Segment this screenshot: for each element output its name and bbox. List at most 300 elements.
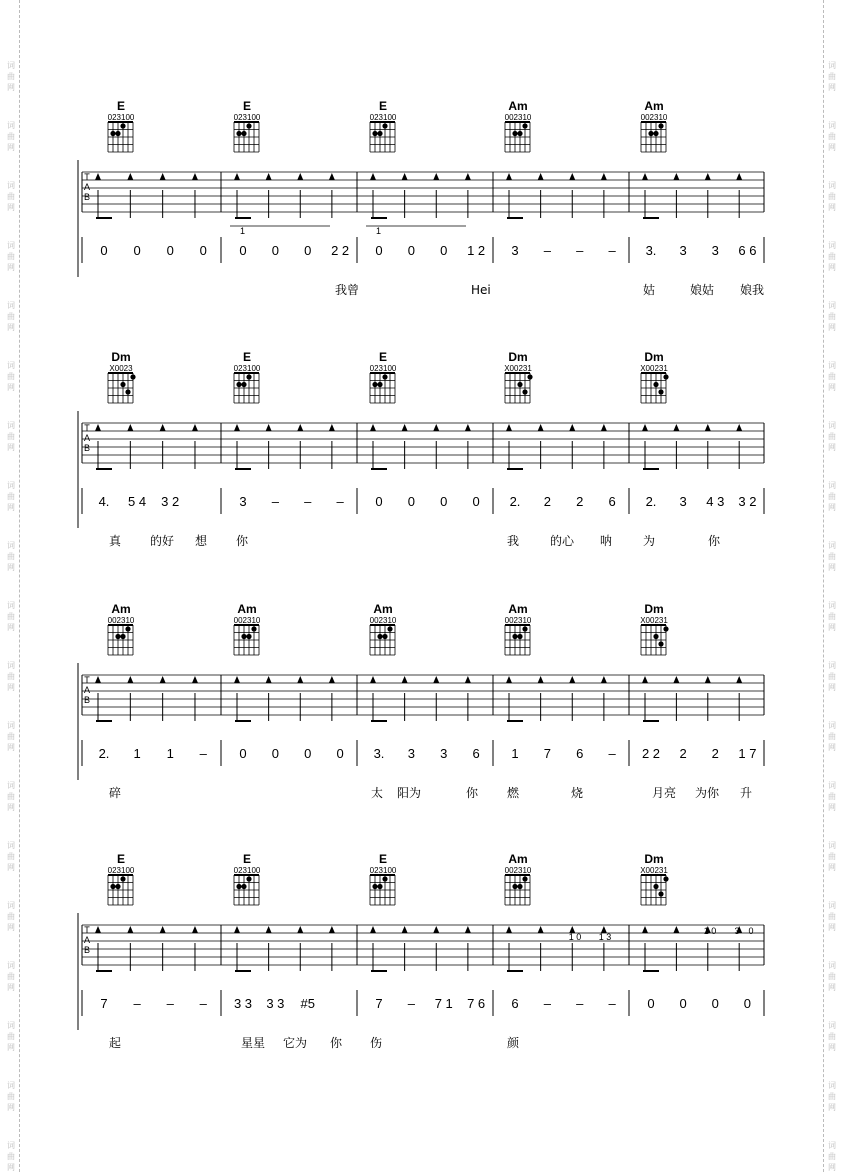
strum-arrow bbox=[433, 676, 439, 683]
staff-system bbox=[78, 852, 764, 1050]
watermark-text: 词 曲 网 bbox=[7, 301, 15, 332]
jianpu-note: 3 2 bbox=[738, 494, 757, 509]
chord-dot bbox=[236, 884, 241, 889]
lyric-text: 的好 bbox=[150, 534, 175, 548]
watermark-text: 词 曲 网 bbox=[828, 841, 836, 872]
chord-diagram bbox=[370, 99, 397, 152]
watermark-text: 词 曲 网 bbox=[7, 421, 15, 452]
watermark-text: 词 曲 网 bbox=[828, 1021, 836, 1052]
chord-name: E bbox=[242, 350, 252, 364]
jianpu-note: – bbox=[608, 996, 616, 1011]
chord-diagram bbox=[505, 852, 532, 905]
chord-dot bbox=[382, 876, 387, 881]
strum-arrow bbox=[465, 173, 471, 180]
tab-fret-number: 1 0 bbox=[568, 932, 582, 942]
strum-arrow bbox=[370, 676, 376, 683]
lyric-text: 你 bbox=[708, 534, 721, 548]
watermark-text: 词 曲 网 bbox=[828, 541, 836, 572]
chord-dot bbox=[241, 634, 246, 639]
chord-dot bbox=[236, 131, 241, 136]
strum-arrow bbox=[506, 926, 512, 933]
tab-clef-letter: A bbox=[83, 182, 91, 192]
chord-fingering: 002310 bbox=[369, 616, 397, 625]
jianpu-note: 3 bbox=[711, 243, 719, 258]
chord-dot bbox=[246, 634, 251, 639]
chord-dot bbox=[372, 382, 377, 387]
lyric-text: 伤 bbox=[370, 1036, 383, 1050]
chord-diagram bbox=[505, 602, 532, 655]
strum-arrow bbox=[642, 173, 648, 180]
strum-arrow bbox=[160, 173, 166, 180]
chord-dot bbox=[522, 389, 527, 394]
tab-clef-letter: A bbox=[83, 685, 91, 695]
jianpu-note: 2 bbox=[576, 494, 584, 509]
jianpu-note: #5 bbox=[300, 996, 315, 1011]
lyric-text: Hei bbox=[471, 283, 491, 297]
chord-dot bbox=[653, 884, 658, 889]
chord-dot bbox=[517, 382, 522, 387]
jianpu-note: 2 bbox=[679, 746, 687, 761]
lyric-text: 星星 bbox=[241, 1036, 266, 1050]
strum-arrow bbox=[402, 424, 408, 431]
jianpu-note: 3 bbox=[407, 746, 415, 761]
jianpu-note: 0 bbox=[440, 494, 448, 509]
lyric-text: 我 bbox=[507, 534, 520, 548]
lyric-text: 月亮 bbox=[652, 786, 677, 800]
strum-arrow bbox=[433, 926, 439, 933]
chord-dot bbox=[377, 131, 382, 136]
chord-fingering: X00231 bbox=[504, 364, 532, 373]
watermark-text: 词 曲 网 bbox=[828, 361, 836, 392]
chord-dot bbox=[517, 634, 522, 639]
jianpu-note: 2 bbox=[543, 494, 551, 509]
strum-arrow bbox=[538, 173, 544, 180]
jianpu-note: 0 bbox=[304, 746, 312, 761]
volta-number: 1 bbox=[240, 226, 246, 236]
chord-fingering: 002310 bbox=[504, 113, 532, 122]
watermark-text: 词 曲 网 bbox=[7, 181, 15, 212]
strum-arrow bbox=[569, 424, 575, 431]
jianpu-note: 2 bbox=[711, 746, 719, 761]
strum-arrow bbox=[705, 676, 711, 683]
watermark-text: 词 曲 网 bbox=[7, 961, 15, 992]
chord-dot bbox=[246, 123, 251, 128]
strum-arrow bbox=[736, 424, 742, 431]
chord-dot bbox=[527, 374, 532, 379]
jianpu-note: – bbox=[608, 746, 616, 761]
chord-dot bbox=[125, 626, 130, 631]
watermark-text: 词 曲 网 bbox=[7, 721, 15, 752]
strum-arrow bbox=[234, 424, 240, 431]
watermark-text: 词 曲 网 bbox=[828, 961, 836, 992]
chord-dot bbox=[382, 374, 387, 379]
strum-arrow bbox=[95, 173, 101, 180]
chord-name: Am bbox=[508, 602, 528, 616]
lyric-text: 真 bbox=[109, 534, 122, 548]
strum-arrow bbox=[736, 173, 742, 180]
tab-clef-letter: B bbox=[83, 192, 91, 202]
chord-dot bbox=[387, 626, 392, 631]
chord-dot bbox=[251, 626, 256, 631]
chord-name: Dm bbox=[644, 602, 664, 616]
strum-arrow bbox=[673, 173, 679, 180]
lyric-text: 姑 bbox=[643, 283, 656, 297]
chord-dot bbox=[241, 131, 246, 136]
watermark-text: 词 曲 网 bbox=[7, 241, 15, 272]
tab-clef-letter: A bbox=[83, 433, 91, 443]
watermark-text: 词 曲 网 bbox=[7, 781, 15, 812]
chord-fingering: 002310 bbox=[233, 616, 261, 625]
lyric-text: 的心 bbox=[550, 534, 575, 548]
chord-name: Am bbox=[644, 99, 664, 113]
jianpu-note: 3 bbox=[679, 494, 687, 509]
strum-arrow bbox=[329, 424, 335, 431]
chord-name: E bbox=[242, 99, 252, 113]
chord-diagram bbox=[505, 99, 532, 152]
chord-fingering: 002310 bbox=[504, 866, 532, 875]
strum-arrow bbox=[705, 173, 711, 180]
chord-fingering: X00231 bbox=[640, 364, 668, 373]
strum-arrow bbox=[329, 926, 335, 933]
strum-arrow bbox=[601, 676, 607, 683]
jianpu-note: 7 bbox=[100, 996, 108, 1011]
jianpu-note: 2. bbox=[98, 746, 110, 761]
chord-name: Dm bbox=[644, 350, 664, 364]
strum-arrow bbox=[266, 676, 272, 683]
jianpu-note: 0 bbox=[375, 494, 383, 509]
strum-arrow bbox=[370, 424, 376, 431]
chord-diagram bbox=[641, 99, 668, 152]
chord-diagram bbox=[504, 350, 532, 403]
jianpu-note: 3 bbox=[239, 494, 247, 509]
chord-dot bbox=[512, 884, 517, 889]
strum-arrow bbox=[370, 173, 376, 180]
watermark-text: 词 曲 网 bbox=[828, 241, 836, 272]
jianpu-note: – bbox=[199, 746, 207, 761]
strum-arrow bbox=[160, 424, 166, 431]
chord-dot bbox=[517, 131, 522, 136]
jianpu-note: 5 4 bbox=[128, 494, 147, 509]
strum-arrow bbox=[192, 173, 198, 180]
lyric-text: 你 bbox=[330, 1036, 343, 1050]
chord-fingering: 023100 bbox=[107, 113, 135, 122]
jianpu-note: 0 bbox=[679, 996, 687, 1011]
jianpu-note: 4. bbox=[98, 494, 110, 509]
chord-dot bbox=[653, 131, 658, 136]
chord-fingering: 023100 bbox=[369, 113, 397, 122]
watermark-text: 词 曲 网 bbox=[7, 661, 15, 692]
lyric-text: 想 bbox=[195, 534, 208, 548]
jianpu-note: 6 bbox=[576, 746, 584, 761]
chord-dot bbox=[658, 641, 663, 646]
strum-arrow bbox=[297, 424, 303, 431]
jianpu-note: – bbox=[133, 996, 141, 1011]
watermark-text: 词 曲 网 bbox=[7, 121, 15, 152]
jianpu-note: – bbox=[608, 243, 616, 258]
strum-arrow bbox=[465, 424, 471, 431]
jianpu-note: 0 bbox=[407, 243, 415, 258]
tab-clef-letter: T bbox=[84, 423, 90, 433]
chord-name: E bbox=[116, 852, 126, 866]
chord-fingering: 023100 bbox=[233, 113, 261, 122]
chord-dot bbox=[236, 382, 241, 387]
chord-fingering: 002310 bbox=[640, 113, 668, 122]
tab-clef-letter: T bbox=[84, 172, 90, 182]
jianpu-note: 7 bbox=[543, 746, 551, 761]
watermark-text: 词 曲 网 bbox=[828, 61, 836, 92]
watermark-text: 词 曲 网 bbox=[828, 181, 836, 212]
staff-system bbox=[78, 350, 764, 548]
chord-dot bbox=[653, 634, 658, 639]
jianpu-note: 0 bbox=[407, 494, 415, 509]
jianpu-note: 0 bbox=[472, 494, 480, 509]
chord-dot bbox=[246, 876, 251, 881]
jianpu-note: 0 bbox=[166, 243, 174, 258]
lyric-text: 太 bbox=[371, 786, 384, 800]
chord-diagram bbox=[370, 602, 397, 655]
chord-dot bbox=[522, 123, 527, 128]
strum-arrow bbox=[465, 926, 471, 933]
chord-dot bbox=[653, 382, 658, 387]
lyric-text: 颜 bbox=[507, 1036, 520, 1050]
strum-arrow bbox=[192, 926, 198, 933]
strum-arrow bbox=[192, 424, 198, 431]
strum-arrow bbox=[569, 676, 575, 683]
chord-diagram bbox=[640, 602, 668, 655]
chord-fingering: 002310 bbox=[107, 616, 135, 625]
strum-arrow bbox=[127, 676, 133, 683]
chord-dot bbox=[377, 884, 382, 889]
strum-arrow bbox=[673, 424, 679, 431]
strum-arrow bbox=[266, 926, 272, 933]
jianpu-note: 4 3 bbox=[706, 494, 725, 509]
strum-arrow bbox=[433, 173, 439, 180]
lyric-text: 你 bbox=[236, 534, 249, 548]
strum-arrow bbox=[569, 173, 575, 180]
strum-arrow bbox=[402, 676, 408, 683]
chord-dot bbox=[372, 131, 377, 136]
lyric-text: 我曾 bbox=[335, 283, 360, 297]
jianpu-note: 0 bbox=[239, 746, 247, 761]
chord-name: Am bbox=[508, 852, 528, 866]
chord-dot bbox=[522, 876, 527, 881]
chord-name: E bbox=[378, 852, 388, 866]
volta-number: 1 bbox=[376, 226, 382, 236]
strum-arrow bbox=[234, 173, 240, 180]
jianpu-note: 0 bbox=[271, 243, 279, 258]
strum-arrow bbox=[95, 424, 101, 431]
strum-arrow bbox=[673, 926, 679, 933]
jianpu-note: – bbox=[576, 243, 584, 258]
lyric-text: 为 bbox=[643, 534, 656, 548]
chord-dot bbox=[663, 876, 668, 881]
strum-arrow bbox=[506, 676, 512, 683]
tab-clef-letter: B bbox=[83, 945, 91, 955]
tab-fret-number: 0 bbox=[748, 926, 754, 936]
strum-arrow bbox=[370, 926, 376, 933]
chord-fingering: 002310 bbox=[504, 616, 532, 625]
strum-arrow bbox=[329, 173, 335, 180]
lyric-text: 娘我 bbox=[740, 283, 765, 297]
jianpu-note: – bbox=[543, 996, 551, 1011]
strum-arrow bbox=[402, 926, 408, 933]
jianpu-note: 3 2 bbox=[161, 494, 180, 509]
staff-system bbox=[78, 99, 764, 297]
chord-fingering: 023100 bbox=[369, 364, 397, 373]
lyric-text: 娘姑 bbox=[690, 283, 715, 297]
strum-arrow bbox=[266, 424, 272, 431]
chord-dot bbox=[512, 634, 517, 639]
chord-diagram bbox=[234, 99, 261, 152]
strum-arrow bbox=[402, 173, 408, 180]
jianpu-note: 0 bbox=[133, 243, 141, 258]
strum-arrow bbox=[705, 424, 711, 431]
chord-dot bbox=[522, 626, 527, 631]
chord-dot bbox=[512, 131, 517, 136]
strum-arrow bbox=[95, 676, 101, 683]
jianpu-note: 0 bbox=[199, 243, 207, 258]
chord-dot bbox=[663, 374, 668, 379]
jianpu-note: 1 bbox=[511, 746, 519, 761]
watermark-text: 词 曲 网 bbox=[7, 481, 15, 512]
jianpu-note: – bbox=[336, 494, 344, 509]
watermark-text: 词 曲 网 bbox=[828, 901, 836, 932]
lyric-text: 阳为 bbox=[397, 786, 422, 800]
jianpu-note: 2. bbox=[645, 494, 657, 509]
strum-arrow bbox=[297, 676, 303, 683]
chord-dot bbox=[110, 131, 115, 136]
strum-arrow bbox=[95, 926, 101, 933]
jianpu-note: 6 bbox=[472, 746, 480, 761]
chord-dot bbox=[241, 884, 246, 889]
lyric-text: 升 bbox=[740, 786, 753, 800]
strum-arrow bbox=[601, 173, 607, 180]
strum-arrow bbox=[642, 926, 648, 933]
jianpu-note: 1 7 bbox=[738, 746, 757, 761]
strum-arrow bbox=[192, 676, 198, 683]
chord-dot bbox=[241, 382, 246, 387]
chord-fingering: X00231 bbox=[640, 866, 668, 875]
chord-diagram bbox=[640, 350, 668, 403]
jianpu-note: 1 2 bbox=[467, 243, 486, 258]
strum-arrow bbox=[506, 424, 512, 431]
jianpu-note: 0 bbox=[440, 243, 448, 258]
chord-name: E bbox=[116, 99, 126, 113]
tab-clef-letter: B bbox=[83, 695, 91, 705]
chord-dot bbox=[663, 626, 668, 631]
jianpu-note: 0 bbox=[711, 996, 719, 1011]
chord-fingering: X00231 bbox=[640, 616, 668, 625]
jianpu-note: 6 6 bbox=[738, 243, 757, 258]
watermark-text: 词 曲 网 bbox=[7, 601, 15, 632]
strum-arrow bbox=[266, 173, 272, 180]
strum-arrow bbox=[234, 926, 240, 933]
strum-arrow bbox=[642, 424, 648, 431]
tab-clef-letter: T bbox=[84, 675, 90, 685]
jianpu-note: 7 6 bbox=[467, 996, 486, 1011]
tab-clef-letter: A bbox=[83, 935, 91, 945]
chord-dot bbox=[120, 123, 125, 128]
chord-dot bbox=[648, 131, 653, 136]
jianpu-note: 7 1 bbox=[434, 996, 453, 1011]
tab-fret-number: 3 bbox=[734, 926, 740, 936]
lyric-text: 起 bbox=[109, 1036, 122, 1050]
chord-diagram bbox=[108, 350, 136, 403]
jianpu-note: 1 bbox=[133, 746, 141, 761]
jianpu-note: 3 bbox=[679, 243, 687, 258]
chord-diagram bbox=[234, 602, 261, 655]
strum-arrow bbox=[601, 424, 607, 431]
chord-dot bbox=[110, 884, 115, 889]
strum-arrow bbox=[127, 926, 133, 933]
watermark-text: 词 曲 网 bbox=[828, 481, 836, 512]
chord-fingering: 023100 bbox=[107, 866, 135, 875]
watermark-text: 词 曲 网 bbox=[828, 1081, 836, 1112]
chord-diagram bbox=[234, 852, 261, 905]
watermark-text: 词 曲 网 bbox=[7, 541, 15, 572]
jianpu-note: 2 2 bbox=[641, 746, 661, 761]
strum-arrow bbox=[642, 676, 648, 683]
jianpu-note: – bbox=[271, 494, 279, 509]
strum-arrow bbox=[127, 173, 133, 180]
strum-arrow bbox=[234, 676, 240, 683]
jianpu-note: 3 3 bbox=[266, 996, 285, 1011]
chord-name: Am bbox=[111, 602, 131, 616]
chord-dot bbox=[377, 382, 382, 387]
watermark-text: 词 曲 网 bbox=[7, 361, 15, 392]
chord-fingering: X0023 bbox=[109, 364, 133, 373]
jianpu-note: 1 bbox=[166, 746, 174, 761]
chord-name: Dm bbox=[508, 350, 528, 364]
strum-arrow bbox=[736, 676, 742, 683]
chord-dot bbox=[120, 634, 125, 639]
chord-dot bbox=[382, 123, 387, 128]
jianpu-note: 0 bbox=[304, 243, 312, 258]
jianpu-note: – bbox=[543, 243, 551, 258]
chord-dot bbox=[372, 884, 377, 889]
strum-arrow bbox=[538, 424, 544, 431]
strum-arrow bbox=[160, 926, 166, 933]
tab-clef-letter: T bbox=[84, 925, 90, 935]
chord-name: E bbox=[242, 852, 252, 866]
watermark-text: 词 曲 网 bbox=[828, 1141, 836, 1172]
chord-name: Am bbox=[237, 602, 257, 616]
chord-name: E bbox=[378, 99, 388, 113]
chord-dot bbox=[120, 876, 125, 881]
watermark-text: 词 曲 网 bbox=[828, 601, 836, 632]
watermark-text: 词 曲 网 bbox=[828, 301, 836, 332]
strum-arrow bbox=[506, 173, 512, 180]
strum-arrow bbox=[465, 676, 471, 683]
jianpu-note: 6 bbox=[511, 996, 519, 1011]
staff-system bbox=[78, 602, 764, 800]
strum-arrow bbox=[433, 424, 439, 431]
chord-fingering: 023100 bbox=[233, 364, 261, 373]
chord-dot bbox=[125, 389, 130, 394]
chord-dot bbox=[517, 884, 522, 889]
jianpu-note: 2. bbox=[509, 494, 521, 509]
watermark-text: 词 曲 网 bbox=[7, 901, 15, 932]
chord-fingering: 023100 bbox=[369, 866, 397, 875]
jianpu-note: 6 bbox=[608, 494, 616, 509]
watermark-text: 词 曲 网 bbox=[828, 661, 836, 692]
watermark-text: 词 曲 网 bbox=[7, 61, 15, 92]
chord-dot bbox=[658, 389, 663, 394]
jianpu-note: 3 bbox=[511, 243, 519, 258]
chord-diagram bbox=[234, 350, 261, 403]
jianpu-note: 0 bbox=[271, 746, 279, 761]
jianpu-note: – bbox=[576, 996, 584, 1011]
